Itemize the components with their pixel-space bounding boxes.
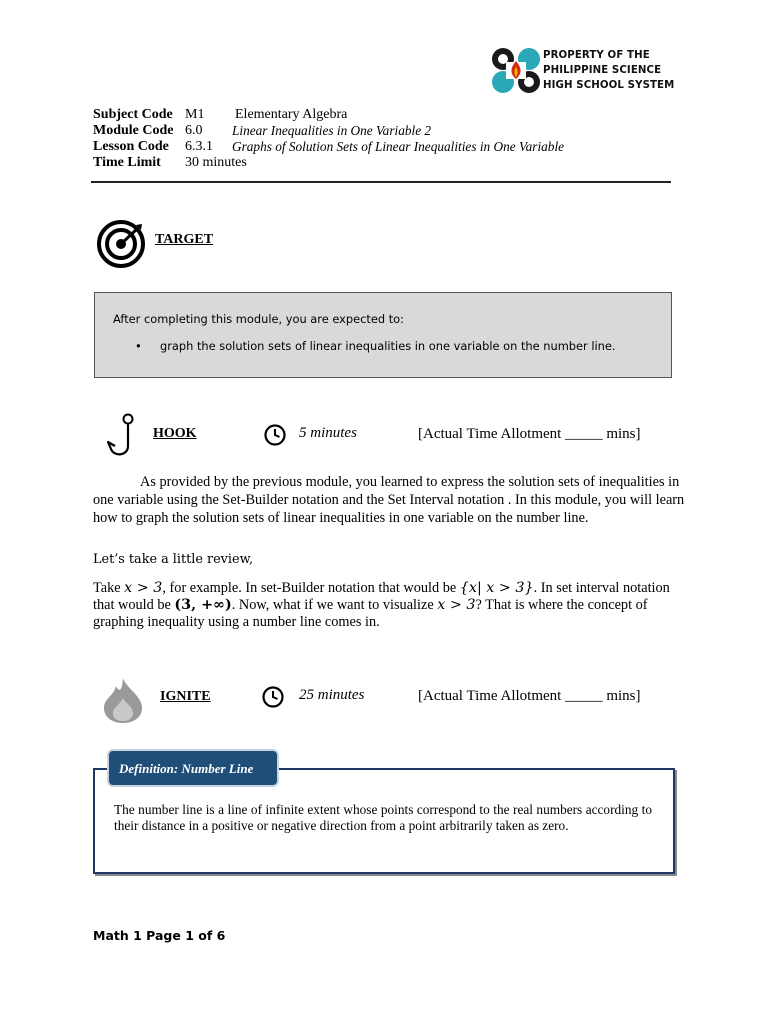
text: Take (93, 580, 125, 596)
module-code: 6.0 (185, 123, 203, 138)
logo-text (543, 48, 683, 93)
intro-line: As provided by the previous module, you learned to express the solution sets of inequalities in (140, 474, 680, 490)
math-expression: {x| x > 3} (459, 580, 534, 596)
ignite-heading: IGNITE (160, 689, 211, 704)
hook-heading: HOOK (153, 426, 197, 441)
ignite-time-allotment: [Actual Time Allotment _____ mins] (418, 688, 641, 704)
intro-line: one variable using the Set-Builder notation and the Set Interval notation . In this module, you will learn (93, 492, 685, 508)
hook-icon (104, 412, 138, 462)
text: . In set interval notation (533, 580, 670, 596)
hook-time: 5 minutes (299, 425, 357, 441)
target-icon (96, 219, 146, 269)
time-limit-label: Time Limit (93, 155, 161, 170)
lesson-name: Graphs of Solution Sets of Linear Inequalities in One Variable (232, 139, 565, 154)
example-line: graphing inequality using a number line comes in. (93, 614, 380, 630)
text: , for example. In set-Builder notation that would be (162, 580, 460, 596)
subject-code-label: Subject Code (93, 107, 173, 122)
pshs-seal-icon (490, 46, 542, 94)
definition-text: The number line is a line of infinite extent whose points correspond to the real numbers according to their distance in a positive or negative direction from a point arbitrarily taken as zero. (114, 802, 652, 833)
logo-line: HIGH SCHOOL SYSTEM (543, 80, 675, 91)
definition-tab-label: Definition: Number Line (119, 761, 254, 776)
target-objective: graph the solution sets of linear inequalities in one variable on the number line. (160, 339, 616, 353)
ignite-time: 25 minutes (299, 687, 365, 703)
example-line (93, 596, 648, 614)
logo-line: PROPERTY OF THE (543, 50, 650, 61)
lesson-code-label: Lesson Code (93, 139, 169, 154)
text: that would be (93, 597, 175, 613)
header-divider (91, 181, 671, 183)
intro-line: how to graph the solution sets of linear inequalities in one variable on the number line. (93, 510, 589, 526)
target-intro: After completing this module, you are expected to: (113, 312, 404, 326)
page-footer: Math 1 Page 1 of 6 (93, 928, 226, 943)
lesson-code: 6.3.1 (185, 139, 213, 154)
math-expression: x > 3 (437, 597, 476, 613)
target-heading: TARGET (155, 232, 214, 247)
subject-name: Elementary Algebra (235, 107, 348, 122)
module-name: Linear Inequalities in One Variable 2 (232, 123, 432, 138)
math-expression: (3, +∞) (174, 597, 232, 613)
subject-code: M1 (185, 107, 205, 122)
text: . Now, what if we want to visualize (231, 597, 438, 613)
module-code-label: Module Code (93, 123, 174, 138)
definition-tab (107, 749, 279, 787)
clock-icon (262, 686, 284, 708)
math-expression: x > 3 (124, 580, 163, 596)
review-text: Let’s take a little review, (93, 552, 254, 567)
target-box (94, 292, 672, 378)
logo-line: PHILIPPINE SCIENCE (543, 65, 662, 76)
flame-icon (102, 676, 144, 724)
bullet: • (135, 339, 142, 353)
clock-icon (264, 424, 286, 446)
text: ? That is where the concept of (475, 597, 648, 613)
time-limit-value: 30 minutes (185, 155, 247, 170)
hook-time-allotment: [Actual Time Allotment _____ mins] (418, 426, 641, 442)
example-line (93, 579, 670, 597)
